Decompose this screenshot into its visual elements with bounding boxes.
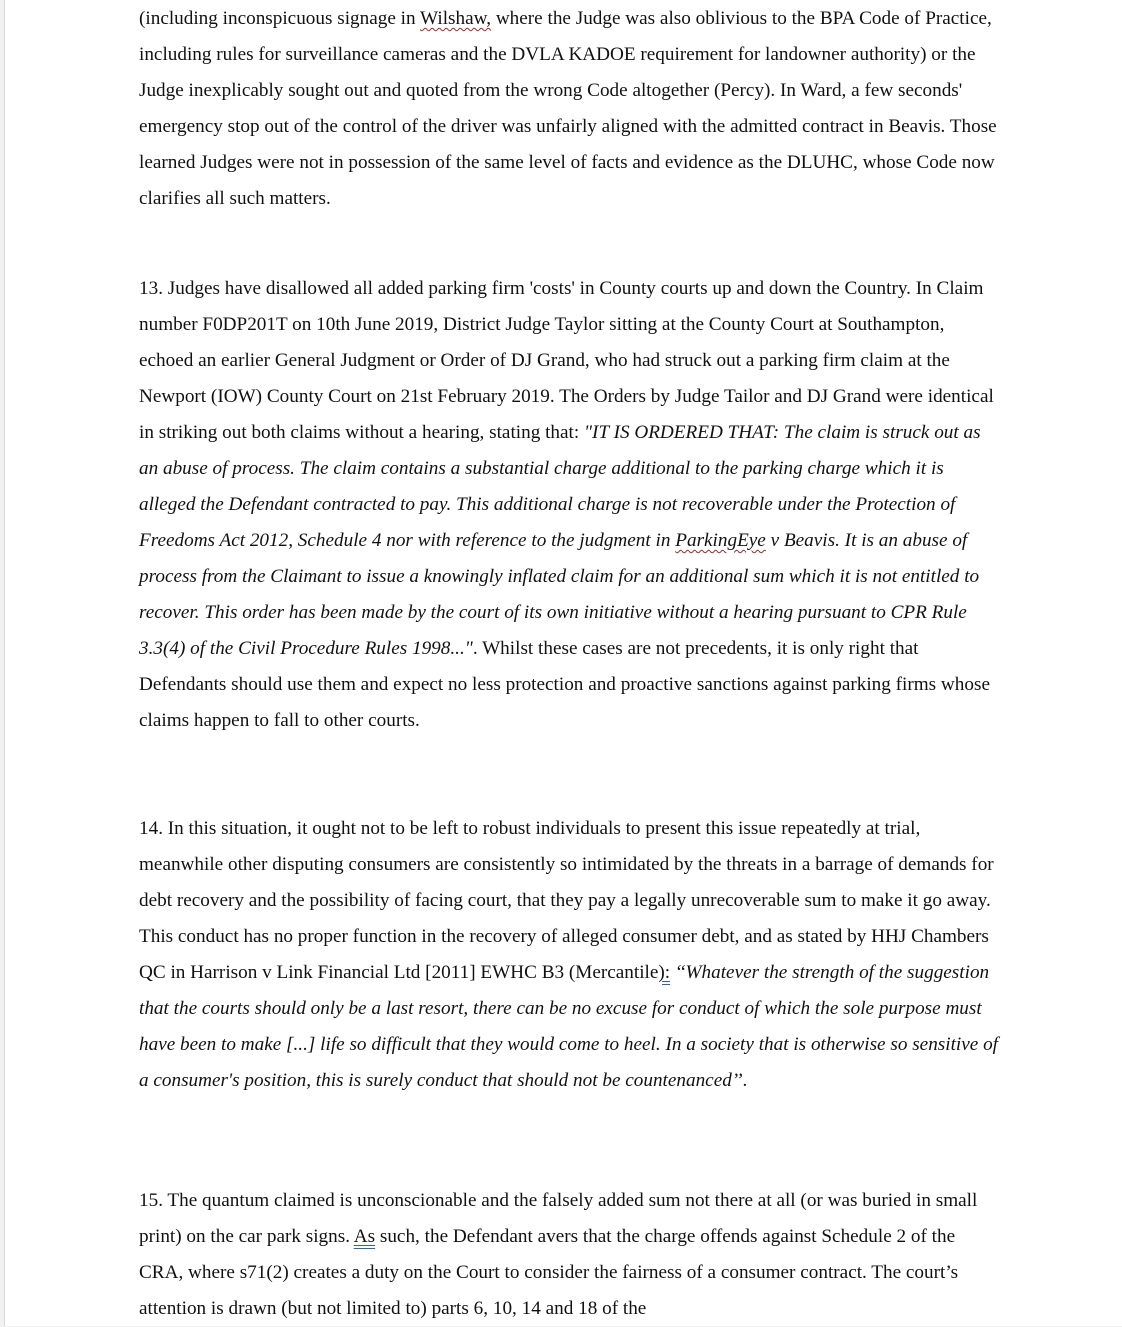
text-run: . Whilst these cases are not precedents, it is only right that Defendants should use them and expect no less protection and proactive sanctions against parking firms whose claims happen to fall to other courts.	[139, 638, 990, 731]
spellcheck-word: ParkingEye	[675, 530, 766, 551]
paragraph-15	[139, 1183, 999, 1327]
text-run: where the Judge was also oblivious to the BPA Code of Practice, including rules for surveillance cameras and the DVLA KADOE requirement for landowner authority) or the Judge inexplicably sought out and quoted from the wrong Code altogether (Percy). In Ward, a few seconds' emergency stop out of the control of the driver was unfairly aligned with the admitted contract in Beavis. Those learned Judges were not in possession of the same level of facts and evidence as the DLUHC, whose Code now clarifies all such matters.	[139, 8, 997, 209]
text-run: 15. The quantum claimed is unconscionable and the falsely added sum not there at all (or was buried in small print) on the car park signs.	[139, 1190, 978, 1247]
text-run: such, the Defendant avers that the charge offends against Schedule 2 of the CRA, where s71(2) creates a duty on the Court to consider the fairness of a consumer contract. The court’s attention is drawn (but not limited to) parts 6, 10, 14 and 18 of the	[139, 1226, 959, 1319]
paragraph-14	[139, 811, 999, 1099]
text-run: 14. In this situation, it ought not to be left to robust individuals to present this issue repeatedly at trial, meanwhile other disputing consumers are consistently so intimidated by the threats in a barrage of demands for debt recovery and the possibility of facing court, that they pay a legally unrecoverable sum to make it go away. This conduct has no proper function in the recovery of alleged consumer debt, and as stated by HHJ Chambers QC in Harrison v Link Financial Ltd [2011] EWHC B3 (Mercantile	[139, 818, 994, 983]
paragraph-13	[139, 271, 999, 739]
paragraph-12-continuation	[139, 1, 999, 217]
grammar-flag: ):	[658, 962, 671, 983]
quoted-judgment-text: ‘‘Whatever the strength of the suggestion that the courts should only be a last resort, there can be no excuse for conduct of which the sole purpose must have been to make [...] life so difficult that they would come to heel. In a society that is otherwise so sensitive of a consumer's position, this is surely conduct that should not be countenanced’’	[139, 962, 999, 1091]
document-page	[4, 0, 1122, 1326]
grammar-flag: As	[353, 1226, 376, 1247]
quoted-order-text: "IT IS ORDERED THAT: The claim is struck out as an abuse of process. The claim contains a substantial charge additional to the parking charge which it is alleged the Defendant contracted to pay. This additional charge is not recoverable under the Protection of Freedoms Act 2012, Schedule 4 nor with reference to the judgment in	[139, 422, 981, 551]
text-run: 13. Judges have disallowed all added parking firm 'costs' in County courts up and down the Country. In Claim number F0DP201T on 10th June 2019, District Judge Taylor sitting at the County Court at Southampton, echoed an earlier General Judgment or Order of DJ Grand, who had struck out a parking firm claim at the Newport (IOW) County Court on 21st February 2019. The Orders by Judge Tailor and DJ Grand were identical in striking out both claims without a hearing, stating that:	[139, 278, 994, 443]
text-run: .	[742, 1070, 748, 1091]
spellcheck-word: Wilshaw,	[420, 8, 492, 29]
text-run: (including inconspicuous signage in	[139, 8, 421, 29]
quoted-order-text: v Beavis. It is an abuse of process from the Claimant to issue a knowingly inflated claim for an additional sum which it is not entitled to recover. This order has been made by the court of its own initiative without a hearing pursuant to CPR Rule 3.3(4) of the Civil Procedure Rules 1998..."	[139, 530, 980, 659]
